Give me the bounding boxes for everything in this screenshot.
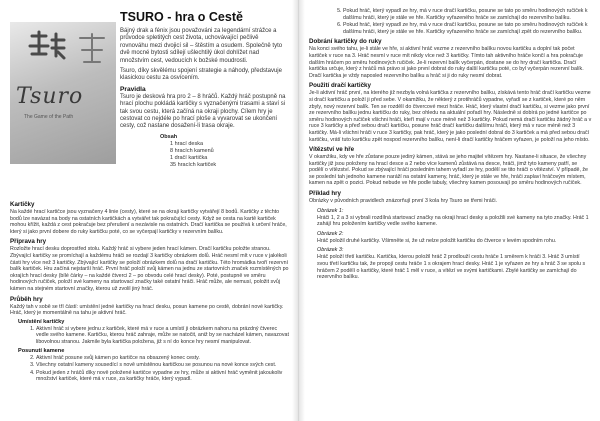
pravidla-paragraph: Tsuro je desková hra pro 2 – 8 hráčů. Každý hráč postupně na hrací plochu pokládá kartičky s vyznačenými trasami a staví si tak svou cestu, která začíná na okraji plochy. Cílem hry je cestovat co nejdéle po hrací ploše a vyvarovat se ukončení cesty, což nastane dosažení-li trasa okraje. <box>120 93 286 130</box>
obsah-item: 35 hracích kartiček <box>170 161 217 168</box>
umisteni-heading: Umístění kartičky <box>18 318 65 325</box>
prubeh-paragraph: Každý tah v sobě se tří částí: umístění jedné kartičky na hrací desku, posun kamene po cestě, dobrání nové kartičky. Hráč, který je momentálně na tahu je aktivní hráč. <box>10 303 284 317</box>
list-item: 5. Pokud hráč, který vypadl ze hry, má v ruce dračí kartičku, posune se tato po směru hodinových ručiček k dalšímu hráči, který je stále ve hře. Kartičky vyřazeného hráče se zamíchají do rezervního balíku. <box>343 8 592 21</box>
tsuro-logo <box>10 22 116 164</box>
intro-paragraph-1: Bájný drak a fénix jsou považováni za legendární strážce a průvodce spletitých cest života, uchovávající pečlivě rovnováhu mezi dvojicí sil – štěstím a osudem. Společně tyto dvě mocné bytosti sdílejí ušlechtilý úkol dohlížet nad množstvím cest, vedoucích k božské moudrosti. <box>120 28 283 64</box>
logo-wordmark: Tsuro <box>16 84 84 109</box>
draci-heading: Použití dračí kartičky <box>309 82 371 90</box>
rules-lower-section <box>10 198 290 384</box>
page-fold-shadow <box>299 0 305 421</box>
dobrani-paragraph: Na konci svého tahu, je-li stále ve hře, si aktivní hráč vezme z rezervního balíku novou kartičku a doplní tak počet kartiček v ruce na 3. Hráč nesmí v ruce mít nikdy více než 3 kartičky. Tímto tah aktivního hráče končí a hra pokračuje dalším hráčem po směru hodinových ručiček. Je-li rezervní balík vyčerpán, dostane se do hry dračí kartička. Dračí kartička určuje, který z hráčů má právo si jako první dobrat do ruky další kartičku poté, co byl vyčerpán rezervní balík. Dračí kartička je vždy naposled rezervního balíku a hráč si ji do ruky nesmí dobrat. <box>309 46 584 79</box>
draci-paragraph: Je-li aktivní hráč první, na kterého již nezbyla volná kartička z rezervního balíku, získává tento hráč dračí kartičku vezme si dračí kartičku a položí ji před sebe. V okamžiku, že některý z protihráčů vypadne, vyřadí se z kartiček, které po něm zbyly, nový rezervní balík. Ten se rozdělí do čtvercové mezi hráče. Hráč, který vlastní dračí kartičku, si vezme jako první ze rezervního balíku jednu kartičku do ruky, bez ohledu na aktuální pořadí hry. Následně si dobírá po jedné kartičce po směru hodinových ručiček všichni hráči, kteří mají v ruce méně než 3 kartičky. Pokud nemá dračí kartičku žádný hráč a v ruce 3 kartičky a přeď sebou dračí kartičku, posune hráč dračí kartičku dalšímu hráči, který má v ruce méně než 3 kartičky. Má-li všichni hráči v ruce 3 kartičky, pak hráč, který je jako poslední dobral do 3 kartiček a má před sebou dračí kartičku, vrátí tuto kartičku zpět nospod rezervního balíku, není-li dračí kartičky hráčem vyřazen, je položí na jeho místo. <box>309 90 592 143</box>
vitezstvi-paragraph: V okamžiku, kdy ve hře zůstane pouze jediný kámen, stává se jeho majitel vítězem hry. Nastane-li situace, že všechny kartičky již jsou položeny na hrací desce a 2 nebo více kamenů zůstává na desce, hráči, jimž tyto kameny patří, se podělí o vítězství. Pokud se zbývající hráči posledním tahem vyřadí ze hry, podělí se tito hráči o vítězství. V případě, že se poslední tah jednoho kamene naráží na ostatní kameny, hráč, který je stále ve hře, hráči zaplaví hráčovým místem, kamen na zpět o pozici. Pokud nebude ve hře podle tabuly, všechny kamen posouvají po směru hodinových ručiček. <box>309 154 589 187</box>
obsah-item: 8 hracích kamenů <box>170 147 214 154</box>
priklad-paragraph: Obrázky v původních pravidlech znázorňují první 3 kola hry Tsuro se třemi hráči. <box>309 198 498 205</box>
karticky-heading: Kartičky <box>10 201 35 208</box>
left-page <box>0 0 299 421</box>
karticky-paragraph: Na každé hrací kartičce jsou vyznačeny 4 linie (cesty), které se na okraji kartičky vytvářejí 8 bodů. Kartičky z těchto bodů lze navázat na body na ostatních kartičkách a vytvářet tak pokračující cesty. Když se cesta na kartě kartiček mohou křížit, každá z cest pokračuje bez přerušení a nezávisle na ostatních. Dračí kartička se používá k určení hráče, který si jako první dobere do ruky kartičku poté, co se vyčerpají kartičky v rezervním balíku. <box>10 209 287 235</box>
umisteni-list <box>24 326 290 346</box>
list-item: 2. Aktivní hráč posune svůj kámen po kartičce na obsazený konec cesty. <box>36 355 290 362</box>
dobrani-heading: Dobrání kartičky do ruky <box>309 38 382 46</box>
list-item: 1. Aktivní hráč si vybere jednu z kartiček, které má v ruce a umístí ji obrázkem nahoru na prázdný čtverec vedle svého kamene. Kartičku, kterou hráč zahraje, může se natočit, aniž by se nacházel kámen, navazovat libovolnou stranou. Jakmile byla kartička položena, již s ní do konce hry nesmí manipulovat. <box>36 326 290 346</box>
posun-heading: Posunutí kamene <box>18 347 65 354</box>
continued-list <box>333 8 592 35</box>
example-2-label: Obrázek 2: <box>317 230 344 237</box>
example-1-text: Hráči 1, 2 a 3 si vybrali rozdílná startovací značky na okraji hrací desky a položili své kameny na tyto značky. Hráč 1 zahájí hru položením kartičky vedle svého kamene. <box>317 214 589 228</box>
priklad-heading: Příklad hry <box>309 190 341 198</box>
logo-tagline: The Game of the Path <box>24 114 74 120</box>
prubeh-heading: Průběh hry <box>10 295 43 303</box>
list-item: 3. Všechny ostatní kameny sousedící s nově umístěnou kartičkou se posunou na nové konce svých cest. <box>36 362 290 369</box>
intro-column <box>120 10 288 169</box>
kanji-brush-icon <box>24 28 114 88</box>
example-3-label: Obrázek 3: <box>317 247 344 254</box>
obsah-item: 1 hrací deska <box>170 140 204 147</box>
posun-list <box>24 355 290 383</box>
priprava-paragraph: Rozložte hrací desku doprostřed stolu. Každý hráč si vybere jeden hrací kámen. Dračí kartičku položte stranou. Zbývající kartičky se promíchají a každému hráči se rozdají 3 kartičky obrázkem dolů. Hráč nesmí mít v ruce v jakékoli části hry více než 3 kartičky. Zbývající kartičky se položí obrázkem dolů na dračí kartičku. Této hromádka tvoří rezervní balík kartiček. Hru začíná nejstarší hráč. První hráč položí svůj kámen na jednu ze startovních značek rozmístěných po okrajích hrací desky (bílé čárky – na každé čtverci 2 – po obvodu celé hrací desky). Poté, postupně ve směru hodinových ručiček, položí své kameny na startovací značky také ostatní hráči. Hráč může, ale nemusí, položit svůj kámen na stejném startovní značky, kterou už zvolil jiný hráč. <box>10 246 289 292</box>
page-title: TSURO - hra o Cestě <box>120 10 243 24</box>
list-item: 6. Pokud hráč, který vypadl ze hry, má v ruce dračí kartičku, posune se tato po směru hodinových ručiček k dalšímu hráči, který je stále ve hře. Kartičky vyřazeného hráče se zamíchají zpět do rezervního balíku. <box>343 22 592 35</box>
example-2-text: Hráč položil druhé kartičky. Všimněte si, že už nelze položit kartičku do čtverce v levém spodním rohu. <box>317 237 557 244</box>
vitezstvi-heading: Vítězství ve hře <box>309 146 355 154</box>
pravidla-heading: Pravidla <box>120 85 146 93</box>
priprava-heading: Příprava hry <box>10 238 47 246</box>
page-fold-shadow <box>292 0 298 421</box>
right-page <box>299 0 600 421</box>
obsah-list <box>170 141 288 169</box>
list-item: 4. Pokud jeden z hráčů díky nově položené kartičce vypadne ze hry, může si aktivní hráč vyměnit jakoukoliv množství kartiček, které má v ruce, za kartičky hráče, který vypadl. <box>36 370 290 383</box>
example-1-label: Obrázek 1: <box>317 207 344 214</box>
intro-paragraph-2: Tsuro, díky skvělému spojení strategie a náhody, představuje klasickou cestu za osvícením. <box>120 68 282 82</box>
example-3-text: Hráč položí třetí kartičku. Kartička, kterou položil hráč 2 prodlouží cestu hráče 1 směrem k hráči 3. Hráč 3 umístí svou třetí kartičku tak, že propojí cestu hráče 1 s okrajem hrací desky. Hráč 1 je vyřazen ze hry a hráč 3 se spolu s hráčem 2 podělí o kartičky, které hráč 1 měl v ruce, a vítězí ve svými kartičkami. Zbylé kartičky se zamíchají do rezervního balíku. <box>317 254 586 281</box>
obsah-item: 1 dračí kartička <box>170 154 208 161</box>
obsah-heading: Obsah <box>160 133 178 140</box>
